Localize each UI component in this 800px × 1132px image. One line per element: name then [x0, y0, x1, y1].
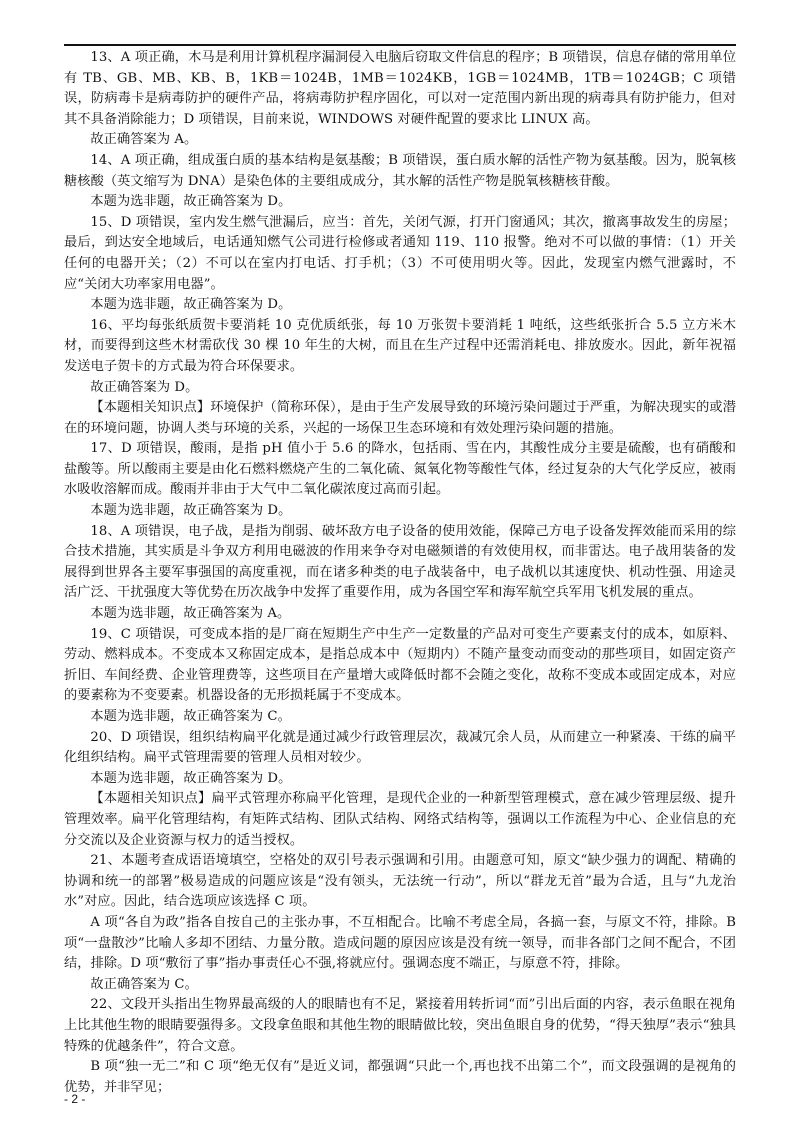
knowledge-point-q16: 【本题相关知识点】环境保护（简称环保），是由于生产发展导致的环境污染问题过于严重，为解决现实的或潜在的环境问题，协调人类与环境的关系，兴起的一场保卫生态环境和有效处理污染问题的措施。 — [64, 400, 736, 436]
paragraph-q15: 15、D 项错误，室内发生燃气泄漏后，应当：首先，关闭气源，打开门窗通风；其次，撤离事故发生的房屋；最后，到达安全地域后，电话通知燃气公司进行检修或者通知 119、110 报警。绝对不可以做的事情：（1）开关任何的电器开关；（2）不可以在室内打电话、打手机；（3）不可使用明火等。因此，发现室内燃气泄露时，不应“关闭大功率家用电器”。 — [64, 214, 736, 292]
answer-q15: 本题为选非题，故正确答案为 D。 — [90, 297, 292, 313]
answer-q14: 本题为选非题，故正确答案为 D。 — [90, 194, 292, 210]
answer-q20: 本题为选非题，故正确答案为 D。 — [90, 770, 292, 786]
page-number: - 2 - — [64, 1092, 86, 1106]
answer-q16: 故正确答案为 D。 — [90, 379, 199, 395]
paragraph-q22: 22、文段开头指出生物界最高级的人的眼睛也有不足，紧接着用转折词“而”引出后面的内容，表示鱼眼在视角上比其他生物的眼睛要强得多。文段拿鱼眼和其他生物的眼睛做比较，突出鱼眼自身的优势，“得天独厚”表示“独具特殊的优越条件”，符合文意。 — [64, 997, 736, 1054]
options-analysis-q21: A 项“各自为政”指各自按自己的主张办事，不互相配合。比喻不考虑全局，各搞一套，与原文不符，排除。B 项“一盘散沙”比喻人多却不团结、力量分散。造成问题的原因应该是没有统一领导，而非各部门之间不配合，不团结，排除。D 项“敷衍了事”指办事责任心不强,将就应付。强调态度不端正，与原意不符，排除。 — [64, 914, 736, 972]
answer-q21: 故正确答案为 C。 — [90, 976, 198, 992]
paragraph-q20: 20、D 项错误，组织结构扁平化就是通过减少行政管理层次，裁减冗余人员，从而建立一种紧凑、干练的扁平化组织结构。扁平式管理需要的管理人员相对较少。 — [64, 729, 736, 766]
paragraph-q18: 18、A 项错误，电子战，是指为削弱、破坏敌方电子设备的使用效能，保障己方电子设备发挥效能而采用的综合技术措施，其实质是斗争双方利用电磁波的作用来争夺对电磁频谱的有效使用权，而非雷达。电子战用装备的发展得到世界各主要军事强国的高度重视，而在诸多种类的电子战装备中，电子战机以其速度快、机动性强、用途灵活广泛、干扰强度大等优势在历次战争中发挥了重要作用，成为各国空军和海军航空兵军用飞机发展的重点。 — [64, 523, 736, 601]
paragraph-q13: 13、A 项正确，木马是利用计算机程序漏洞侵入电脑后窃取文件信息的程序；B 项错误，信息存储的常用单位有 TB、GB、MB、KB、B，1KB＝1024B，1MB＝1024KB，1GB＝1024MB，1TB＝1024GB；C 项错误，防病毒卡是病毒防护的硬件产品，将病毒防护程序固化，可以对一定范围内新出现的病毒具有防护能力，但对其不具备消除能力；D 项错误，目前来说，WINDOWS 对硬件配置的要求比 LINUX 高。 — [64, 50, 736, 127]
paragraph-q14: 14、A 项正确，组成蛋白质的基本结构是氨基酸；B 项错误，蛋白质水解的活性产物为氨基酸。因为，脱氧核糖核酸（英文缩写为 DNA）是染色体的主要组成成分，其水解的活性产物是脱氧核糖核苷酸。 — [64, 152, 736, 189]
answer-q13: 故正确答案为 A。 — [90, 132, 198, 148]
document-body — [64, 48, 736, 1098]
options-analysis-q22: B 项“独一无二”和 C 项“绝无仅有”是近义词，都强调“只此一个,再也找不出第二个”，而文段强调的是视角的优势，并非罕见； — [64, 1059, 736, 1095]
answer-q17: 本题为选非题，故正确答案为 D。 — [90, 503, 292, 519]
answer-q19: 本题为选非题，故正确答案为 C。 — [90, 709, 291, 724]
paragraph-q19: 19、C 项错误，可变成本指的是厂商在短期生产中生产一定数量的产品对可变生产要素支付的成本，如原料、劳动、燃料成本。不变成本又称固定成本，是指总成本中（短期内）不随产量变动而变动的那些项目，如固定资产折旧、车间经费、企业管理费等，这些项目在产量增大或降低时都不会随之变化，故称不变成本或固定成本，对应的要素称为不变要素。机器设备的无形损耗属于不变成本。 — [64, 626, 736, 704]
answer-q18: 本题为选非题，故正确答案为 A。 — [90, 606, 291, 622]
paragraph-q16: 16、平均每张纸质贺卡要消耗 10 克优质纸张，每 10 万张贺卡要消耗 1 吨纸，这些纸张折合 5.5 立方米木材，而要得到这些木材需砍伐 30 棵 10 年生的大树，而且在生产过程中还需消耗电、排放废水。因此，新年祝福发送电子贺卡的方式最为符合环保要求。 — [64, 317, 736, 374]
knowledge-point-q20: 【本题相关知识点】扁平式管理亦称扁平化管理，是现代企业的一种新型管理模式，意在减少管理层级、提升管理效率。扁平化管理结构，有矩阵式结构、团队式结构、网络式结构等，强调以工作流程为中心、企业信息的充分交流以及企业资源与权力的适当授权。 — [64, 791, 736, 848]
header-rule — [64, 44, 736, 46]
paragraph-q17: 17、D 项错误，酸雨，是指 pH 值小于 5.6 的降水，包括雨、雪在内，其酸性成分主要是硫酸，也有硝酸和盐酸等。所以酸雨主要是由化石燃料燃烧产生的二氧化硫、氮氧化物等酸性气体，经过复杂的大气化学反应，被雨水吸收溶解而成。酸雨并非由于大气中二氧化碳浓度过高而引起。 — [64, 441, 736, 498]
paragraph-q21: 21、本题考查成语语境填空，空格处的双引号表示强调和引用。由题意可知，原文“缺少强力的调配、精确的协调和统一的部署”极易造成的问题应该是“没有领头，无法统一行动”，所以“群龙无首”最为合适，且与“九龙治水”对应。因此，结合选项应该选择 C 项。 — [64, 853, 736, 910]
